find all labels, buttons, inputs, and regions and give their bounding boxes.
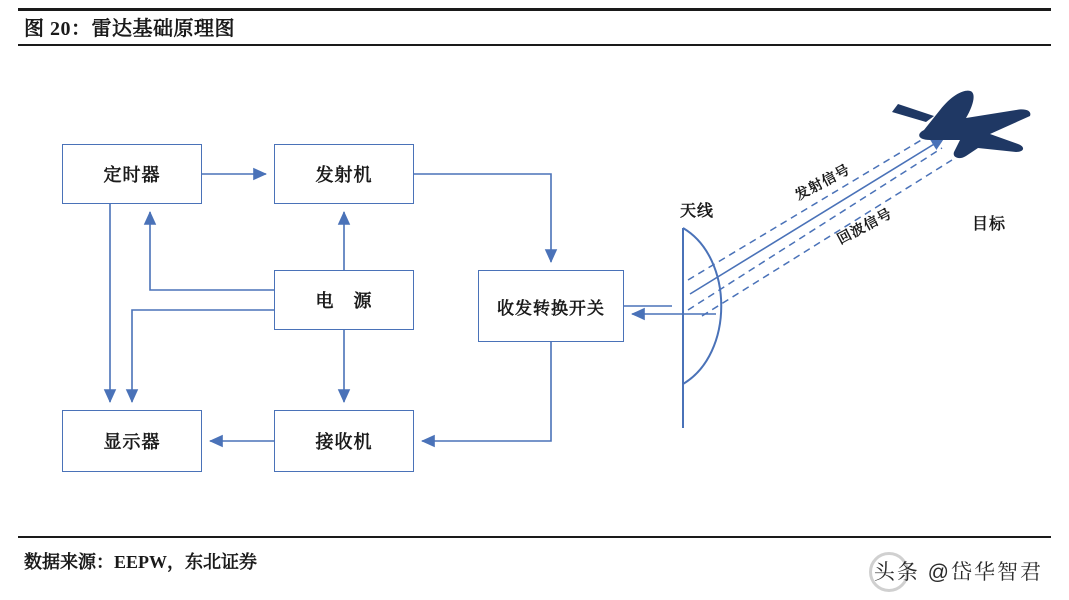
node-transmitter[interactable] [274,144,414,204]
watermark-text: 头条 @岱华智君 [873,561,1043,584]
node-power-supply[interactable] [274,270,414,330]
title-rule-top [18,8,1051,11]
node-display[interactable] [62,410,202,472]
node-label: 收发转换开关 [497,298,605,318]
aircraft-shape [892,91,1030,158]
page-title: 图 20：雷达基础原理图 [24,18,235,40]
node-label: 定时器 [103,165,161,185]
node-label: 电 源 [315,291,373,311]
node-tx-rx-switch[interactable] [478,270,624,342]
label-target: 目标 [972,216,1007,233]
title-rule-bottom [18,44,1051,46]
radar-principle-diagram [0,48,1069,536]
node-label: 发射机 [315,165,373,185]
label-echo-signal: 回波信号 [835,206,896,248]
label-antenna: 天线 [680,203,715,220]
node-label: 显示器 [103,432,161,452]
watermark [874,556,1043,586]
footer-rule [18,536,1051,538]
node-receiver[interactable] [274,410,414,472]
label-transmit-signal: 发射信号 [793,162,854,204]
node-timer[interactable] [62,144,202,204]
source-note: 数据来源：EEPW，东北证券 [24,552,258,572]
node-label: 接收机 [315,432,373,452]
